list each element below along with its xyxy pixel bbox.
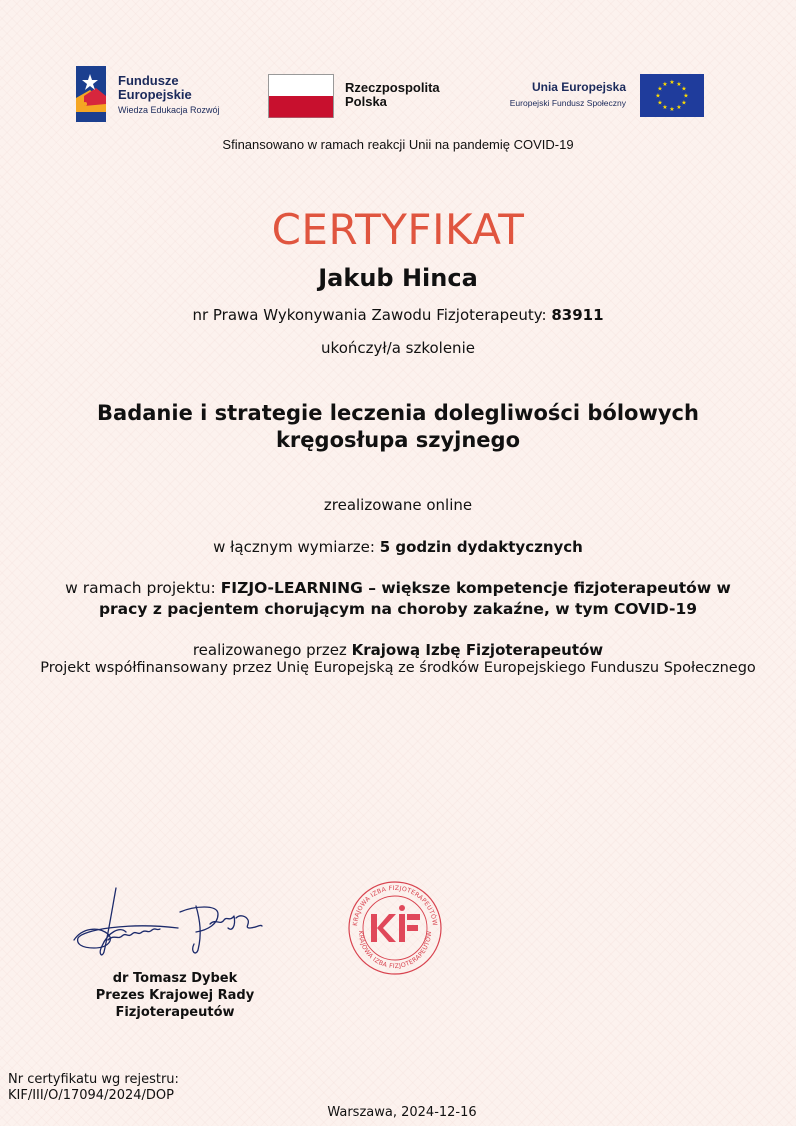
recipient-name: Jakub Hinca: [318, 264, 478, 292]
fe-logo-line1: Fundusze: [118, 73, 179, 88]
ue-logo-line1: Unia Europejska: [531, 80, 626, 94]
svg-text:★: ★: [662, 104, 668, 111]
svg-text:★: ★: [676, 104, 682, 111]
fe-logo-sub: Wiedza Edukacja Rozwój: [118, 105, 220, 115]
organizer-label: realizowanego przez: [192, 641, 352, 659]
signer-block: [70, 970, 280, 1021]
license-line: [0, 306, 796, 324]
fundusze-europejskie-emblem-icon: [76, 66, 110, 122]
project-line: [8, 578, 788, 620]
license-label: nr Prawa Wykonywania Zawodu Fizjoterapeuty:: [192, 306, 552, 324]
svg-text:★: ★: [681, 99, 687, 107]
hours-label: w łącznym wymiarze:: [213, 538, 380, 556]
organizer-name: Krajową Izbę Fizjoterapeutów: [351, 641, 604, 659]
logo-unia-europejska: [488, 72, 704, 118]
polish-flag-icon: [268, 74, 334, 118]
eu-flag-icon: [640, 74, 704, 117]
organizer-line: [0, 641, 796, 659]
svg-text:★: ★: [657, 99, 663, 107]
delivery-mode: zrealizowane online: [323, 496, 473, 514]
ue-logo-sub: Europejski Fundusz Społeczny: [509, 98, 626, 108]
rp-logo-line1: Rzeczpospolita: [345, 80, 440, 95]
svg-text:★: ★: [669, 79, 675, 86]
funding-note: Sfinansowano w ramach reakcji Unii na pandemię COVID-19: [222, 137, 574, 152]
svg-text:KRAJOWA IZBA FIZJOTERAPEUTÓW: KRAJOWA IZBA FIZJOTERAPEUTÓW: [352, 884, 439, 927]
certificate-title: CERTYFIKAT: [271, 205, 525, 254]
svg-text:★: ★: [669, 106, 675, 113]
svg-text:★: ★: [655, 92, 661, 100]
course-title-line2: kręgosłupa szyjnego: [275, 428, 521, 452]
course-title-line1: Badanie i strategie leczenia dolegliwości bólowych: [97, 401, 699, 425]
hours-value: 5 godzin dydaktycznych: [379, 538, 583, 556]
completed-text: ukończył/a szkolenie: [321, 339, 475, 357]
course-title: [0, 400, 796, 454]
project-label: w ramach projektu:: [65, 579, 221, 597]
svg-text:★: ★: [683, 92, 689, 100]
signer-role-line2: Fizjoterapeutów: [115, 1005, 235, 1020]
registry-number: KIF/III/O/17094/2024/DOP: [8, 1088, 174, 1103]
svg-text:★: ★: [662, 81, 668, 88]
registry-label: Nr certyfikatu wg rejestru:: [8, 1072, 179, 1087]
cofinancing-note: Projekt współfinansowany przez Unię Europejską ze środków Europejskiego Funduszu Społecznego: [40, 660, 756, 676]
svg-text:★: ★: [657, 85, 663, 93]
svg-text:★: ★: [681, 85, 687, 93]
signer-role-line1: Prezes Krajowej Rady: [95, 988, 255, 1003]
project-name-line2: pracy z pacjentem chorującym na choroby zakaźne, w tym COVID-19: [98, 600, 698, 618]
hours-line: [0, 538, 796, 556]
svg-text:★: ★: [676, 81, 682, 88]
registry-block: [8, 1072, 179, 1104]
license-number: 83911: [551, 306, 604, 324]
rp-logo-line2: Polska: [345, 94, 387, 109]
logo-fundusze-europejskie: [76, 66, 256, 124]
signer-name: dr Tomasz Dybek: [112, 971, 238, 986]
svg-text:KRAJOWA IZBA FIZJOTERAPEUTÓW: KRAJOWA IZBA FIZJOTERAPEUTÓW: [356, 930, 434, 971]
logo-rzeczpospolita-polska: [268, 74, 468, 118]
signature-image: [68, 880, 278, 960]
fe-logo-line2: Europejskie: [118, 87, 192, 102]
place-and-date: Warszawa, 2024-12-16: [327, 1105, 477, 1120]
project-name-line1: FIZJO-LEARNING – większe kompetencje fizjoterapeutów w: [220, 579, 731, 597]
kif-seal-icon: [345, 880, 445, 976]
